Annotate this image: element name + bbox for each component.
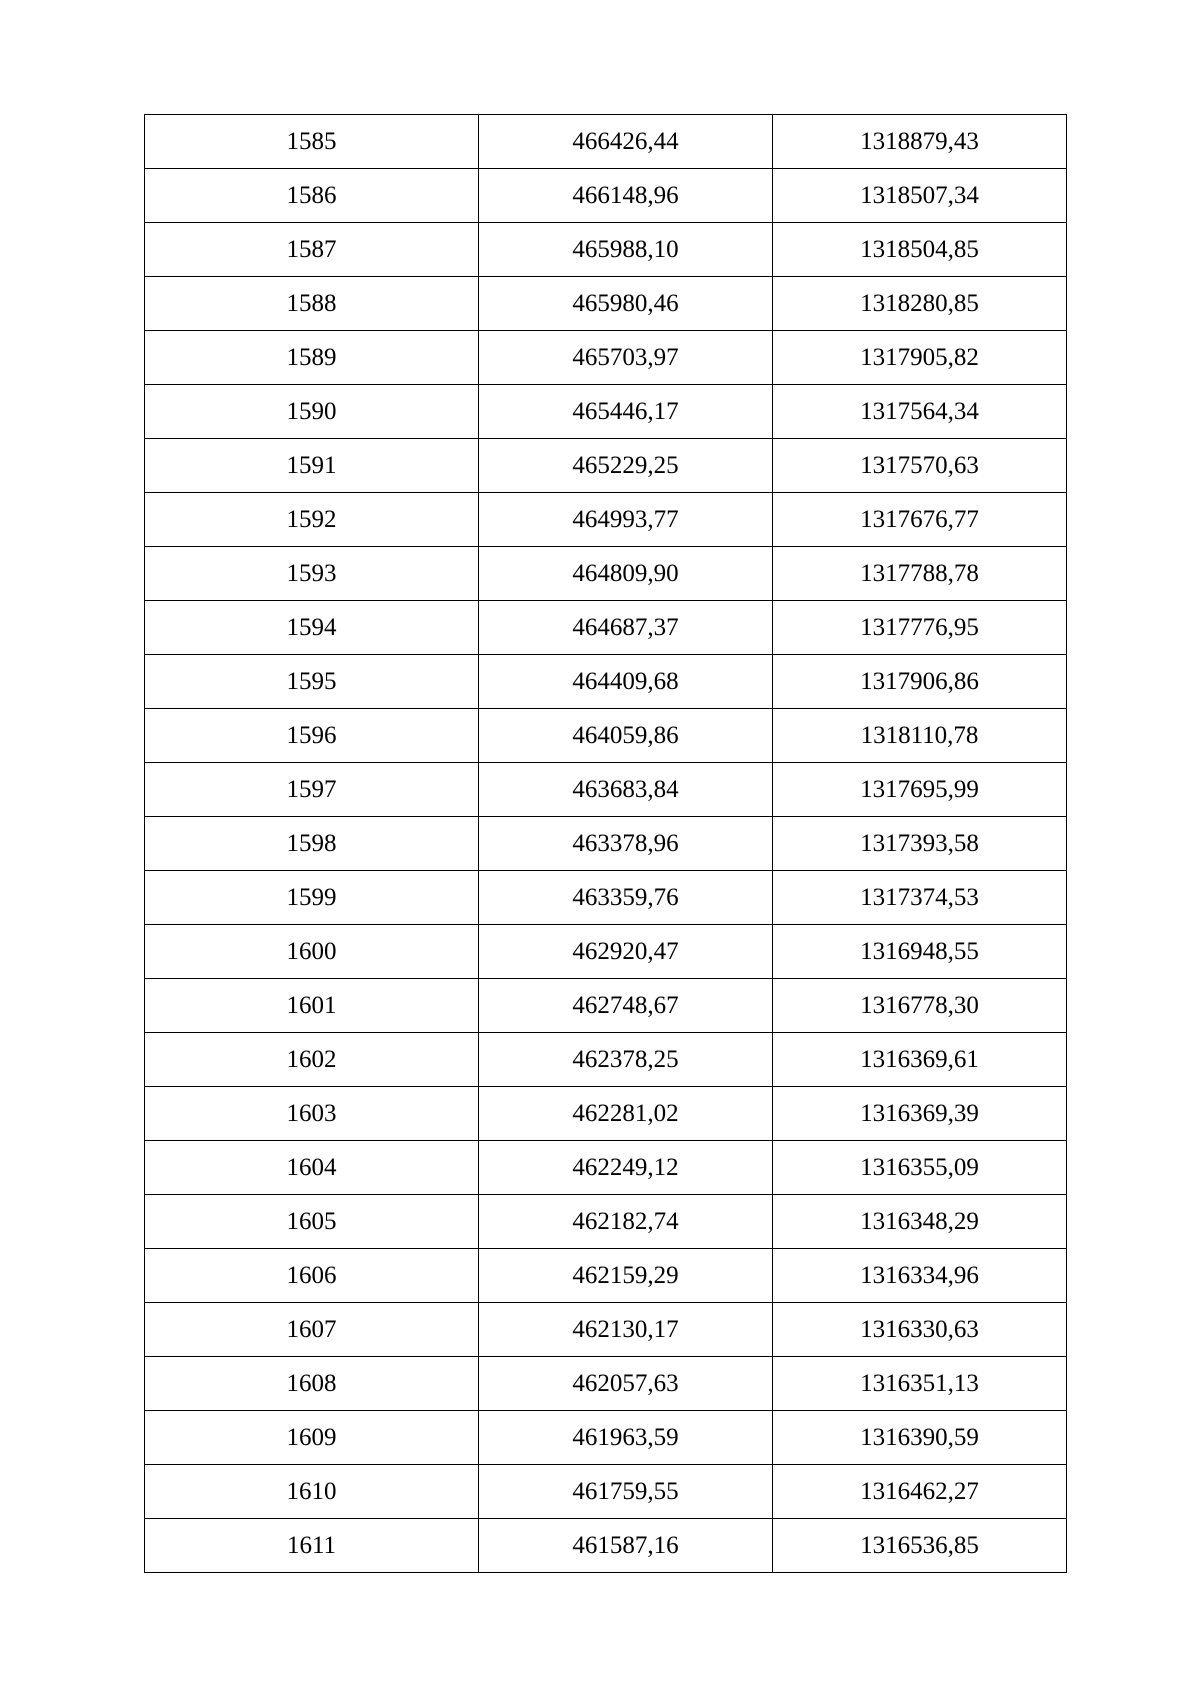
x-coordinate-cell: 462378,25 — [479, 1033, 773, 1087]
x-coordinate-cell: 461963,59 — [479, 1411, 773, 1465]
table-row — [145, 979, 1067, 1033]
y-coordinate-cell: 1316462,27 — [773, 1465, 1067, 1519]
y-coordinate-cell: 1316778,30 — [773, 979, 1067, 1033]
point-number-cell: 1587 — [145, 223, 479, 277]
point-number-cell: 1600 — [145, 925, 479, 979]
table-row — [145, 817, 1067, 871]
y-coordinate-cell: 1316348,29 — [773, 1195, 1067, 1249]
table-row — [145, 385, 1067, 439]
y-coordinate-cell: 1317906,86 — [773, 655, 1067, 709]
y-coordinate-cell: 1318504,85 — [773, 223, 1067, 277]
y-coordinate-cell: 1316536,85 — [773, 1519, 1067, 1573]
point-number-cell: 1590 — [145, 385, 479, 439]
point-number-cell: 1611 — [145, 1519, 479, 1573]
y-coordinate-cell: 1316390,59 — [773, 1411, 1067, 1465]
table-row — [145, 439, 1067, 493]
point-number-cell: 1598 — [145, 817, 479, 871]
y-coordinate-cell: 1316948,55 — [773, 925, 1067, 979]
table-row — [145, 115, 1067, 169]
y-coordinate-cell: 1317374,53 — [773, 871, 1067, 925]
table-row — [145, 1033, 1067, 1087]
table-row — [145, 331, 1067, 385]
table-row — [145, 925, 1067, 979]
x-coordinate-cell: 466148,96 — [479, 169, 773, 223]
point-number-cell: 1602 — [145, 1033, 479, 1087]
x-coordinate-cell: 465988,10 — [479, 223, 773, 277]
y-coordinate-cell: 1318879,43 — [773, 115, 1067, 169]
point-number-cell: 1605 — [145, 1195, 479, 1249]
point-number-cell: 1592 — [145, 493, 479, 547]
table-row — [145, 1411, 1067, 1465]
table-row — [145, 1087, 1067, 1141]
point-number-cell: 1608 — [145, 1357, 479, 1411]
y-coordinate-cell: 1316355,09 — [773, 1141, 1067, 1195]
point-number-cell: 1604 — [145, 1141, 479, 1195]
y-coordinate-cell: 1318280,85 — [773, 277, 1067, 331]
table-row — [145, 763, 1067, 817]
y-coordinate-cell: 1317570,63 — [773, 439, 1067, 493]
x-coordinate-cell: 464409,68 — [479, 655, 773, 709]
x-coordinate-cell: 464993,77 — [479, 493, 773, 547]
point-number-cell: 1588 — [145, 277, 479, 331]
point-number-cell: 1610 — [145, 1465, 479, 1519]
y-coordinate-cell: 1317676,77 — [773, 493, 1067, 547]
point-number-cell: 1591 — [145, 439, 479, 493]
x-coordinate-cell: 462130,17 — [479, 1303, 773, 1357]
x-coordinate-cell: 462920,47 — [479, 925, 773, 979]
table-row — [145, 709, 1067, 763]
point-number-cell: 1603 — [145, 1087, 479, 1141]
y-coordinate-cell: 1318507,34 — [773, 169, 1067, 223]
table-row — [145, 1141, 1067, 1195]
point-number-cell: 1607 — [145, 1303, 479, 1357]
point-number-cell: 1595 — [145, 655, 479, 709]
table-row — [145, 493, 1067, 547]
x-coordinate-cell: 462182,74 — [479, 1195, 773, 1249]
point-number-cell: 1589 — [145, 331, 479, 385]
x-coordinate-cell: 464687,37 — [479, 601, 773, 655]
point-number-cell: 1586 — [145, 169, 479, 223]
y-coordinate-cell: 1317393,58 — [773, 817, 1067, 871]
table-row — [145, 601, 1067, 655]
table-row — [145, 1195, 1067, 1249]
table-row — [145, 1303, 1067, 1357]
x-coordinate-cell: 462249,12 — [479, 1141, 773, 1195]
coordinates-table-body — [145, 115, 1067, 1573]
y-coordinate-cell: 1317788,78 — [773, 547, 1067, 601]
x-coordinate-cell: 461759,55 — [479, 1465, 773, 1519]
point-number-cell: 1596 — [145, 709, 479, 763]
point-number-cell: 1585 — [145, 115, 479, 169]
table-row — [145, 1249, 1067, 1303]
table-row — [145, 655, 1067, 709]
x-coordinate-cell: 462057,63 — [479, 1357, 773, 1411]
y-coordinate-cell: 1317905,82 — [773, 331, 1067, 385]
table-row — [145, 1357, 1067, 1411]
table-row — [145, 169, 1067, 223]
x-coordinate-cell: 465703,97 — [479, 331, 773, 385]
point-number-cell: 1593 — [145, 547, 479, 601]
point-number-cell: 1609 — [145, 1411, 479, 1465]
y-coordinate-cell: 1316351,13 — [773, 1357, 1067, 1411]
y-coordinate-cell: 1316369,61 — [773, 1033, 1067, 1087]
y-coordinate-cell: 1318110,78 — [773, 709, 1067, 763]
coordinates-table — [144, 114, 1067, 1573]
y-coordinate-cell: 1316334,96 — [773, 1249, 1067, 1303]
point-number-cell: 1601 — [145, 979, 479, 1033]
y-coordinate-cell: 1317695,99 — [773, 763, 1067, 817]
table-row — [145, 547, 1067, 601]
x-coordinate-cell: 462281,02 — [479, 1087, 773, 1141]
table-row — [145, 1465, 1067, 1519]
x-coordinate-cell: 463378,96 — [479, 817, 773, 871]
point-number-cell: 1599 — [145, 871, 479, 925]
x-coordinate-cell: 466426,44 — [479, 115, 773, 169]
x-coordinate-cell: 463359,76 — [479, 871, 773, 925]
y-coordinate-cell: 1317776,95 — [773, 601, 1067, 655]
point-number-cell: 1597 — [145, 763, 479, 817]
x-coordinate-cell: 464059,86 — [479, 709, 773, 763]
x-coordinate-cell: 462748,67 — [479, 979, 773, 1033]
table-row — [145, 1519, 1067, 1573]
x-coordinate-cell: 465980,46 — [479, 277, 773, 331]
x-coordinate-cell: 463683,84 — [479, 763, 773, 817]
y-coordinate-cell: 1317564,34 — [773, 385, 1067, 439]
point-number-cell: 1606 — [145, 1249, 479, 1303]
x-coordinate-cell: 462159,29 — [479, 1249, 773, 1303]
point-number-cell: 1594 — [145, 601, 479, 655]
x-coordinate-cell: 465229,25 — [479, 439, 773, 493]
table-row — [145, 277, 1067, 331]
x-coordinate-cell: 465446,17 — [479, 385, 773, 439]
table-row — [145, 223, 1067, 277]
table-row — [145, 871, 1067, 925]
x-coordinate-cell: 464809,90 — [479, 547, 773, 601]
y-coordinate-cell: 1316369,39 — [773, 1087, 1067, 1141]
x-coordinate-cell: 461587,16 — [479, 1519, 773, 1573]
y-coordinate-cell: 1316330,63 — [773, 1303, 1067, 1357]
